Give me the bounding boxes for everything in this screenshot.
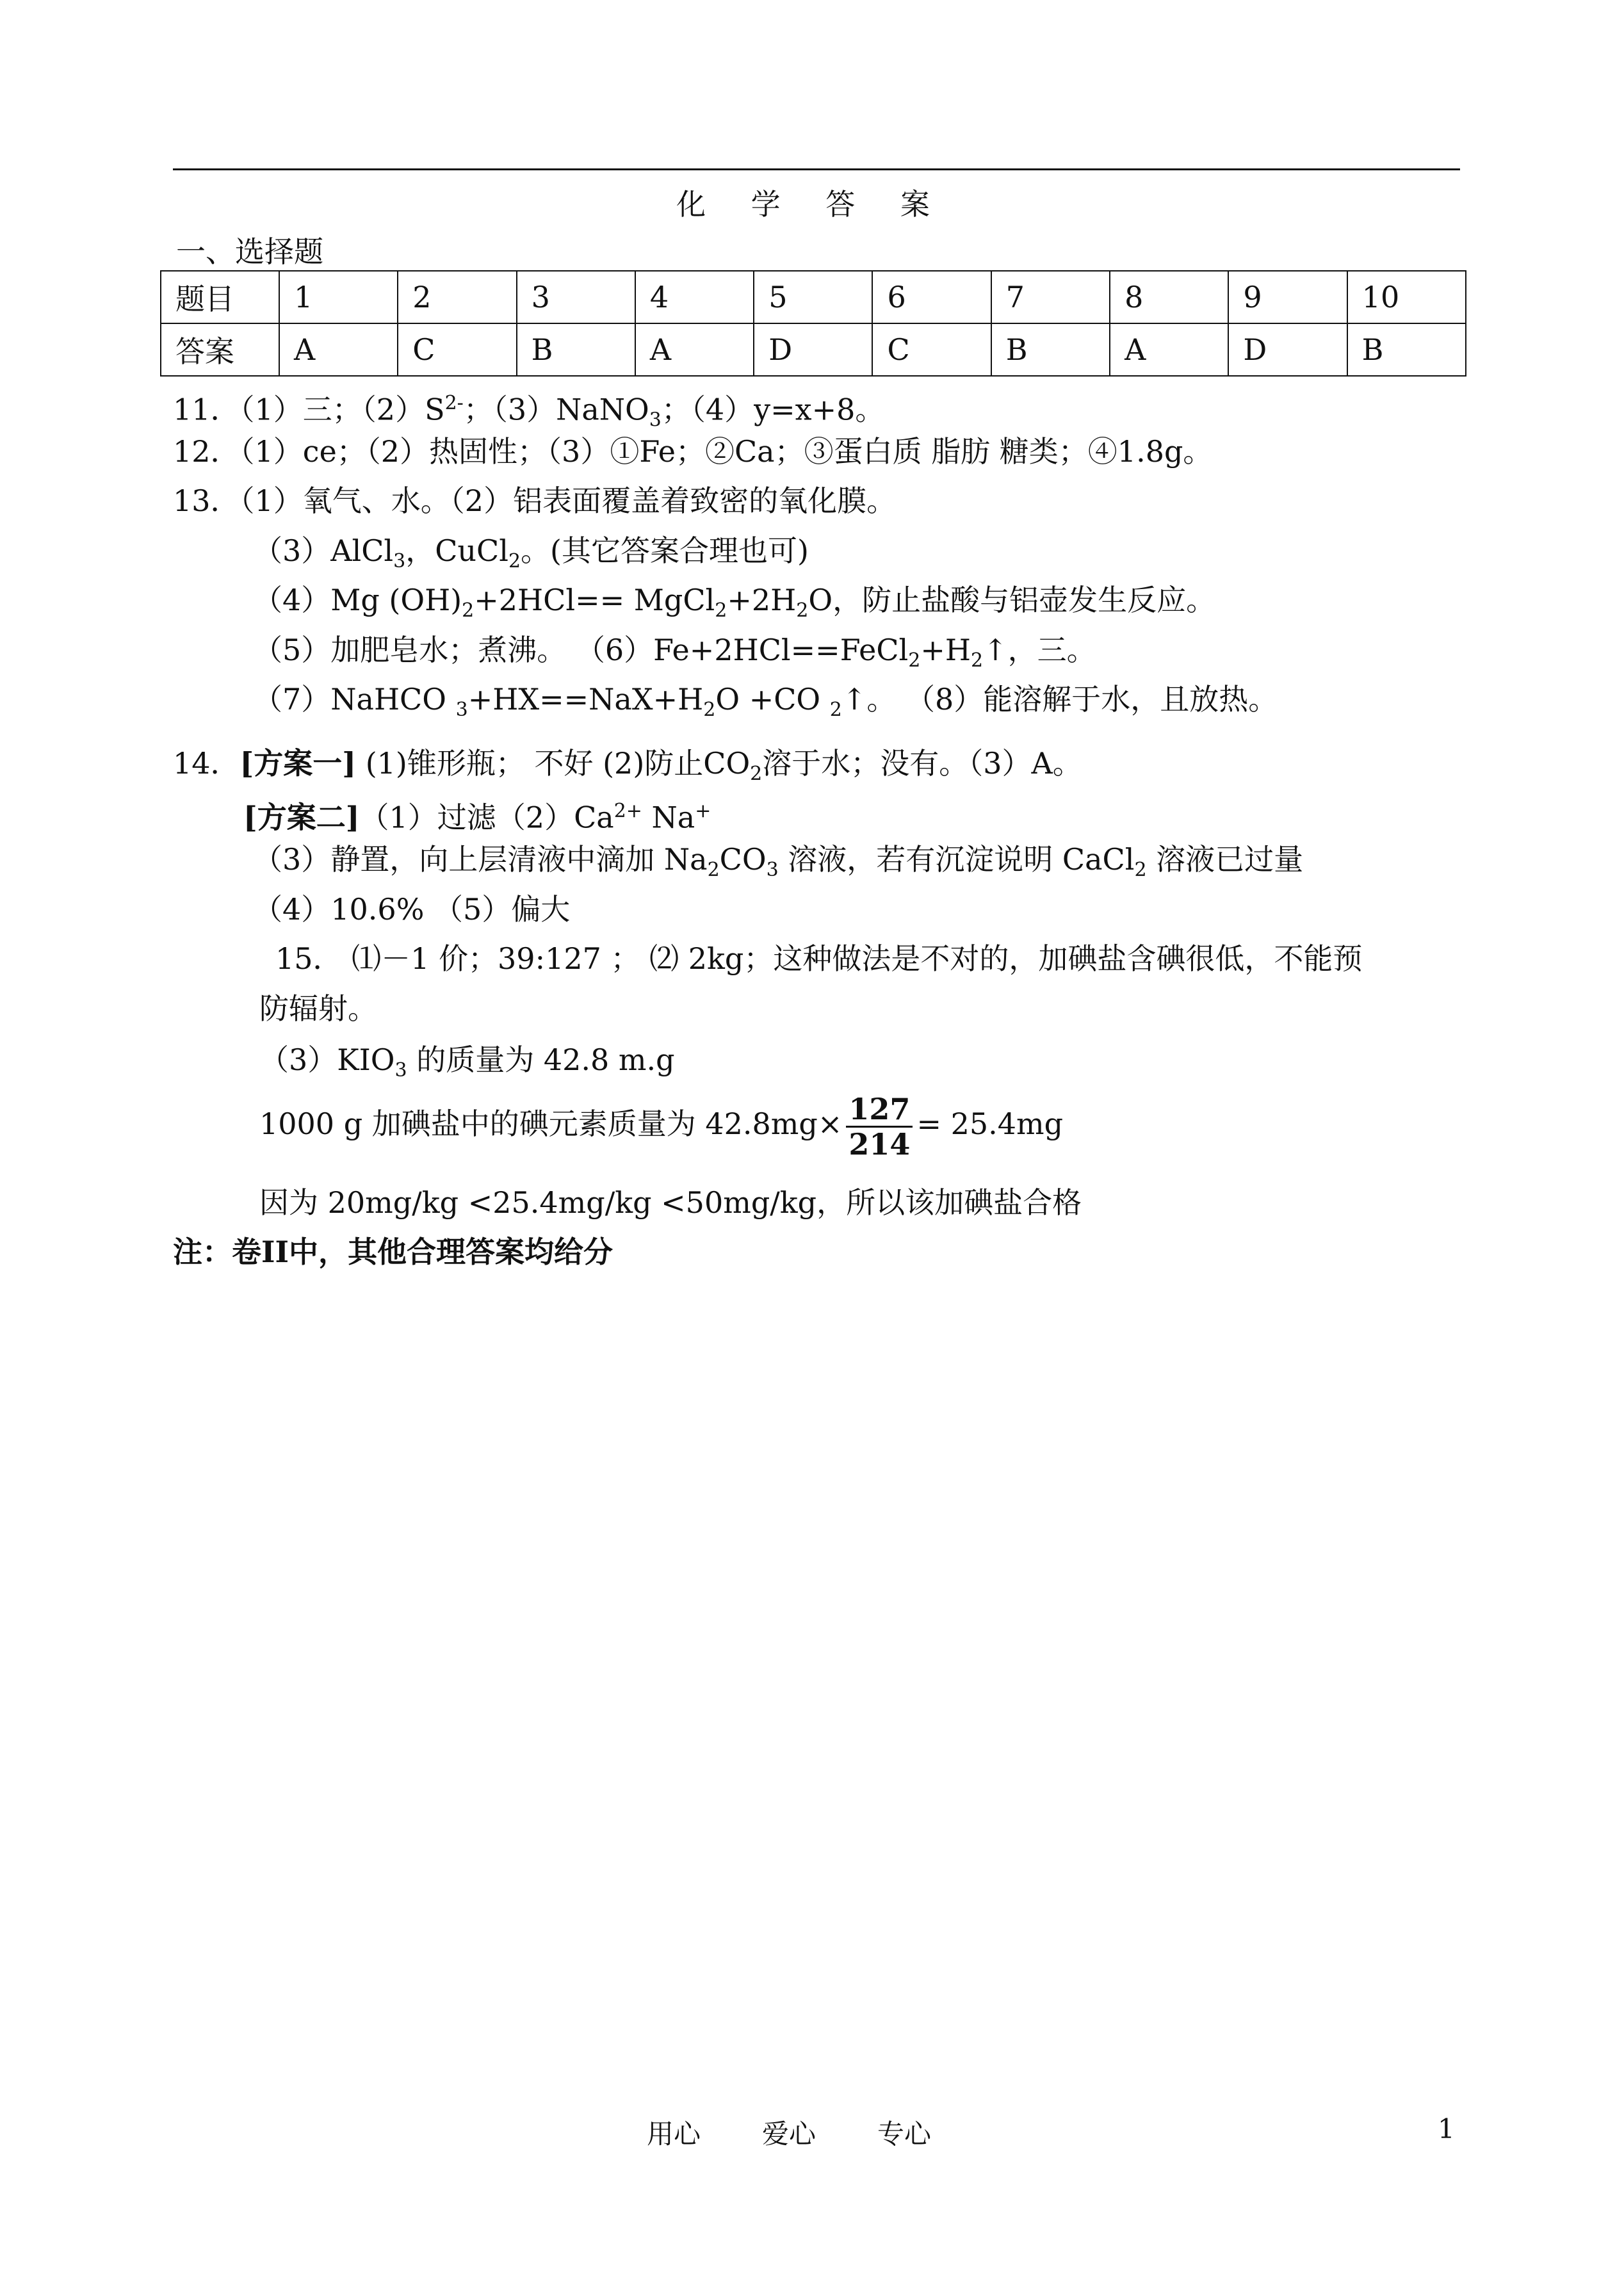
table-cell: B bbox=[991, 323, 1110, 376]
answer-table bbox=[160, 270, 1466, 377]
table-cell: 4 bbox=[635, 271, 754, 323]
answer-13-line1: 13．（1）氧气、水。（2）铝表面覆盖着致密的氧化膜。 bbox=[173, 483, 897, 518]
table-cell: 6 bbox=[872, 271, 991, 323]
table-cell: 8 bbox=[1110, 271, 1228, 323]
answer-13-4: （4）Mg $(OH)_2+2HCl==$ $MgCl_2+2H_2O$，防止盐酸与铝壶发生反应。 bbox=[253, 583, 1216, 622]
table-cell: A bbox=[1110, 323, 1228, 376]
table-cell: 7 bbox=[991, 271, 1110, 323]
answer-15-line1: 15． ⑴－1 价；39:127 ； ⑵ 2kg；这种做法是不对的，加碘盐含碘很低，不能预 bbox=[275, 941, 1363, 976]
answer-13-7: （7）NaHCO $_3+HX==NaX+H_2O +CO$ $_2$↑。 （8）能溶解于水，且放热。 bbox=[253, 682, 1278, 722]
answer-13-3: （3）AlCl$_3$，CuCl$_2$。(其它答案合理也可) bbox=[253, 533, 809, 573]
note: 注：卷II中，其他合理答案均给分 bbox=[173, 1235, 613, 1269]
table-cell: 9 bbox=[1228, 271, 1347, 323]
table-cell: 10 bbox=[1347, 271, 1466, 323]
footer-mid: 爱心 bbox=[762, 2118, 816, 2150]
table-row bbox=[161, 323, 1466, 376]
row-label: 题目 bbox=[161, 271, 279, 323]
answer-15-conclusion: 因为 20mg/kg <25.4mg/kg <50mg/kg，所以该加碘盐合格 bbox=[259, 1185, 1082, 1220]
table-cell: 2 bbox=[398, 271, 516, 323]
section-heading: 一、选择题 bbox=[176, 234, 323, 269]
answer-12: 12．（1）ce；（2）热固性；（3）①Fe；②Ca；③蛋白质 脂肪 糖类；④1.8g。 bbox=[173, 434, 1213, 469]
answer-14-plan2: [方案二]（1）过滤$(2)Ca^{2+}$ Na+ bbox=[243, 800, 711, 835]
table-row bbox=[161, 271, 1466, 323]
page-title: 化 学 答 案 bbox=[676, 187, 948, 222]
answer-14-plan1: 14．[方案一] (1)锥形瓶； 不好 (2)防止$CO_2$溶于水；没有。（3）A。 bbox=[173, 746, 1082, 786]
answer-13-5: （5）加肥皂水；煮沸。 $(6)Fe+2HCl==FeCl_2+H_2↑$，三。 bbox=[253, 633, 1096, 672]
answer-15-line2: 防辐射。 bbox=[259, 991, 377, 1026]
footer-right: 专心 bbox=[877, 2118, 932, 2150]
table-cell: 3 bbox=[517, 271, 635, 323]
answer-15-calc: 1000 g 加碘盐中的碘元素质量为 42.8mg× $\frac{127}{214}$ = 25.4mg bbox=[259, 1091, 1064, 1162]
answer-14-3: （3）静置，向上层清液中滴加 $Na_2CO_3$ 溶液，若有沉淀说明 CaCl$_2$ 溶液已过量 bbox=[253, 842, 1304, 882]
fraction: $\frac{127}{214}$ bbox=[846, 1092, 913, 1161]
table-cell: A bbox=[635, 323, 754, 376]
table-cell: B bbox=[517, 323, 635, 376]
table-cell: D bbox=[1228, 323, 1347, 376]
footer-left: 用心 bbox=[647, 2118, 701, 2150]
answer-14-4: （4）10.6% （5）偏大 bbox=[253, 892, 571, 927]
table-cell: 5 bbox=[754, 271, 872, 323]
page-number: 1 bbox=[1438, 2113, 1455, 2145]
table-cell: 1 bbox=[279, 271, 398, 323]
table-cell: A bbox=[279, 323, 398, 376]
table-cell: C bbox=[398, 323, 516, 376]
table-cell: C bbox=[872, 323, 991, 376]
row-label: 答案 bbox=[161, 323, 279, 376]
table-cell: B bbox=[1347, 323, 1466, 376]
answer-11: 11．（1）三；$(2)S^{2-}$；（3）NaNO$_3$；（4）y=x+8。 bbox=[173, 392, 885, 432]
table-cell: D bbox=[754, 323, 872, 376]
header-rule bbox=[173, 168, 1460, 170]
answer-15-3: $(3)KIO_3$ 的质量为 42.8 m.g bbox=[259, 1042, 675, 1082]
